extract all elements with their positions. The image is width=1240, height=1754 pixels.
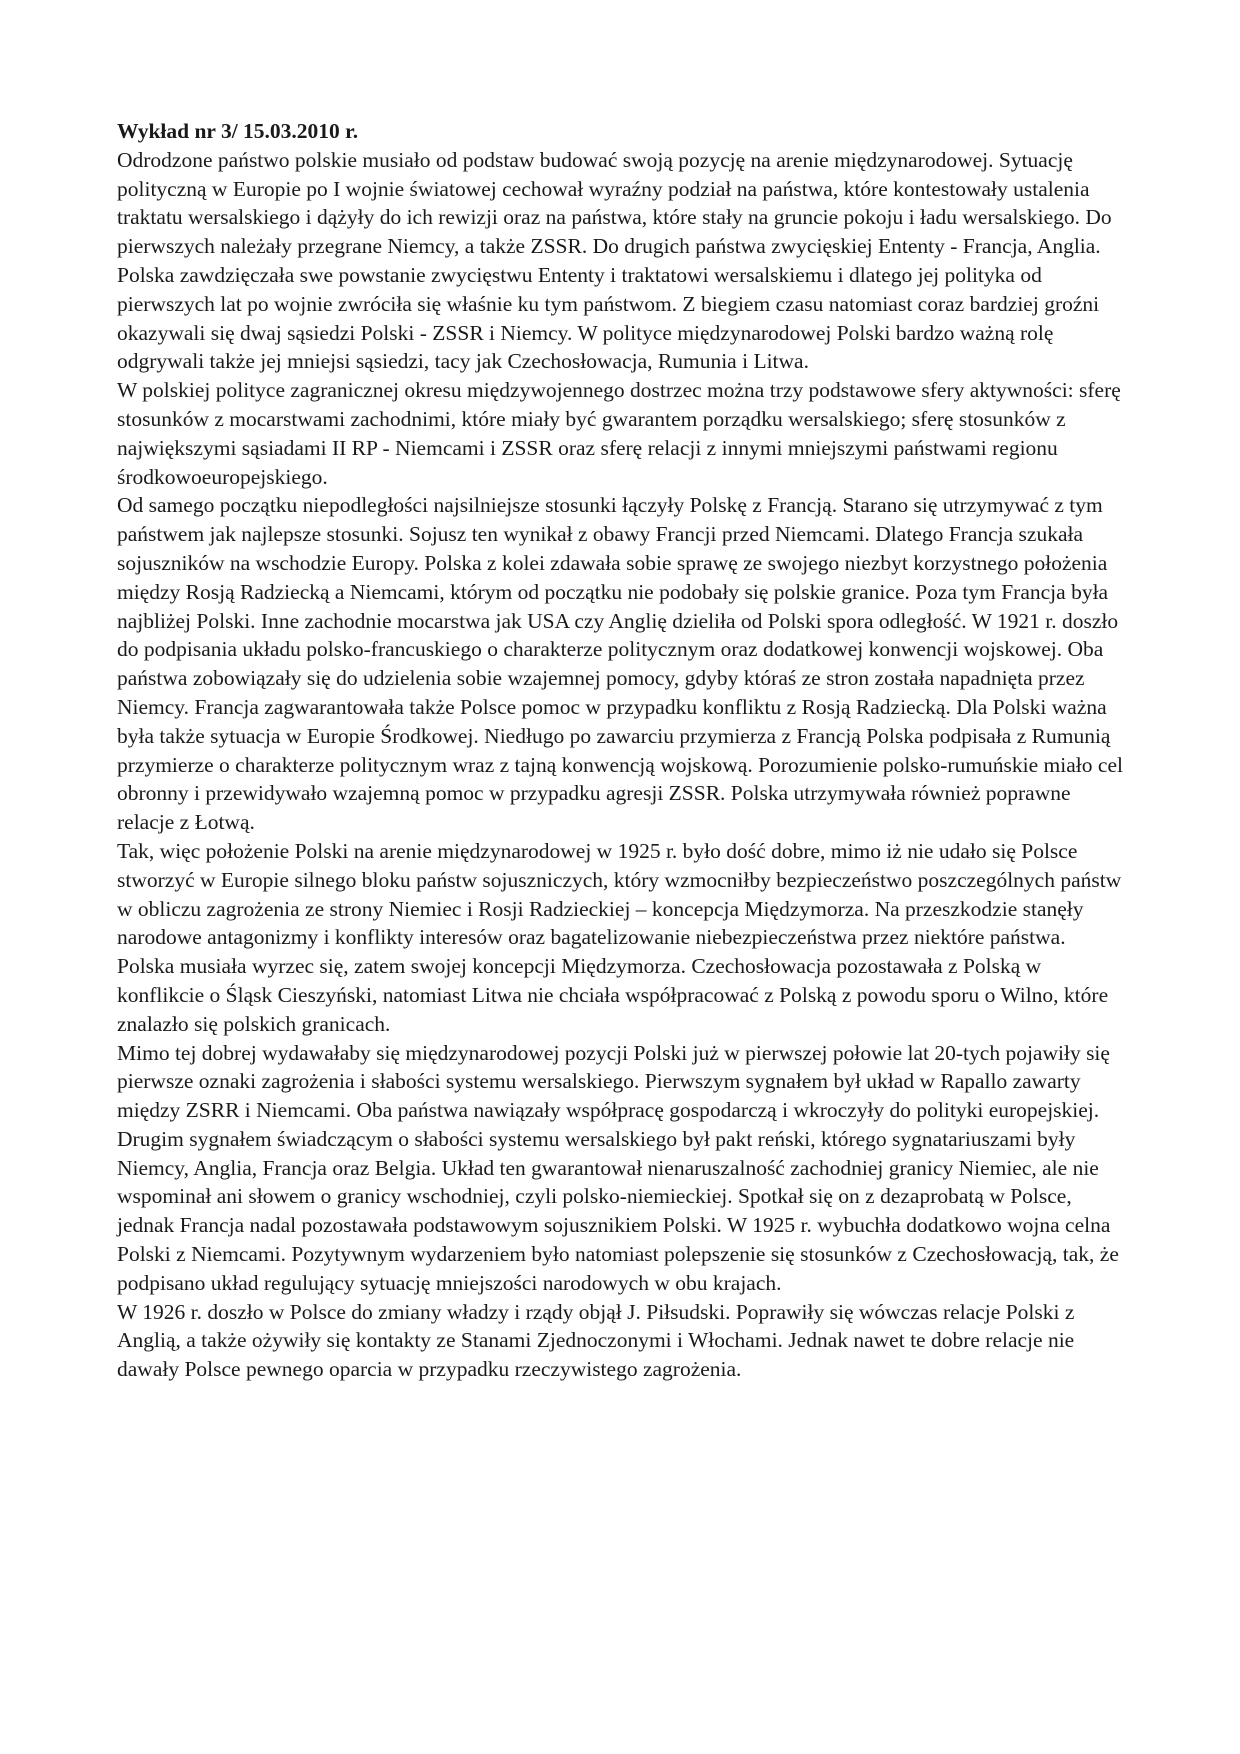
paragraph-2: W polskiej polityce zagranicznej okresu międzywojennego dostrzec można trzy podstawowe sfery aktywności: sferę stosunków z mocarstwami zachodnimi, które miały być gwarantem porządku wersalskiego; sferę stosunków z największymi sąsiadami II RP - Niemcami i ZSSR oraz sferę relacji z innymi mniejszymi państwami regionu środkowoeuropejskiego. [117,378,1121,489]
document-title: Wykład nr 3/ 15.03.2010 r. [117,119,359,143]
paragraph-5: Mimo tej dobrej wydawałaby się międzynarodowej pozycji Polski już w pierwszej połowie lat 20-tych pojawiły się pierwsze oznaki zagrożenia i słabości systemu wersalskiego. Pierwszym sygnałem był układ w Rapallo zawarty między ZSRR i Niemcami. Oba państwa nawiązały współpracę gospodarczą i wkroczyły do polityki europejskiej. Drugim sygnałem świadczącym o słabości systemu wersalskiego był pakt reński, którego sygnatariuszami były Niemcy, Anglia, Francja oraz Belgia. Układ ten gwarantował nienaruszalność zachodniej granicy Niemiec, ale nie wspominał ani słowem o granicy wschodniej, czyli polsko-niemieckiej. Spotkał się on z dezaprobatą w Polsce, jednak Francja nadal pozostawała podstawowym sojusznikiem Polski. W 1925 r. wybuchła dodatkowo wojna celna Polski z Niemcami. Pozytywnym wydarzeniem było natomiast polepszenie się stosunków z Czechosłowacją, tak, że podpisano układ regulujący sytuację mniejszości narodowych w obu krajach. [117,1040,1119,1295]
document-page [117,117,1123,1384]
paragraph-6: W 1926 r. doszło w Polsce do zmiany władzy i rządy objął J. Piłsudski. Poprawiły się wówczas relacje Polski z Anglią, a także ożywiły się kontakty ze Stanami Zjednoczonymi i Włochami. Jednak nawet te dobre relacje nie dawały Polsce pewnego oparcia w przypadku rzeczywistego zagrożenia. [117,1299,1075,1382]
paragraph-4: Tak, więc położenie Polski na arenie międzynarodowej w 1925 r. było dość dobre, mimo iż nie udało się Polsce stworzyć w Europie silnego bloku państw sojuszniczych, który wzmocniłby bezpieczeństwo poszczególnych państw w obliczu zagrożenia ze strony Niemiec i Rosji Radzieckiej – koncepcja Międzymorza. Na przeszkodzie stanęły narodowe antagonizmy i konflikty interesów oraz bagatelizowanie niebezpieczeństwa przez niektóre państwa. Polska musiała wyrzec się, zatem swojej koncepcji Międzymorza. Czechosłowacja pozostawała z Polską w konflikcie o Śląsk Cieszyński, natomiast Litwa nie chciała współpracować z Polską z powodu sporu o Wilno, które znalazło się polskich granicach. [117,838,1122,1036]
paragraph-1: Odrodzone państwo polskie musiało od podstaw budować swoją pozycję na arenie międzynarodowej. Sytuację polityczną w Europie po I wojnie światowej cechował wyraźny podział na państwa, które kontestowały ustalenia traktatu wersalskiego i dążyły do ich rewizji oraz na państwa, które stały na gruncie pokoju i ładu wersalskiego. Do pierwszych należały przegrane Niemcy, a także ZSSR. Do drugich państwa zwycięskiej Ententy - Francja, Anglia. Polska zawdzięczała swe powstanie zwycięstwu Ententy i traktatowi wersalskiemu i dlatego jej polityka od pierwszych lat po wojnie zwróciła się właśnie ku tym państwom. Z biegiem czasu natomiast coraz bardziej groźni okazywali się dwaj sąsiedzi Polski - ZSSR i Niemcy. W polityce międzynarodowej Polski bardzo ważną rolę odgrywali także jej mniejsi sąsiedzi, tacy jak Czechosłowacja, Rumunia i Litwa. [117,147,1112,374]
paragraph-3: Od samego początku niepodległości najsilniejsze stosunki łączyły Polskę z Francją. Starano się utrzymywać z tym państwem jak najlepsze stosunki. Sojusz ten wynikał z obawy Francji przed Niemcami. Dlatego Francja szukała sojuszników na wschodzie Europy. Polska z kolei zdawała sobie sprawę ze swojego niezbyt korzystnego położenia między Rosją Radziecką a Niemcami, którym od początku nie podobały się polskie granice. Poza tym Francja była najbliżej Polski. Inne zachodnie mocarstwa jak USA czy Anglię dzieliła od Polski spora odległość. W 1921 r. doszło do podpisania układu polsko-francuskiego o charakterze politycznym oraz dodatkowej konwencji wojskowej. Oba państwa zobowiązały się do udzielenia sobie wzajemnej pomocy, gdyby któraś ze stron została napadnięta przez Niemcy. Francja zagwarantowała także Polsce pomoc w przypadku konfliktu z Rosją Radziecką. Dla Polski ważna była także sytuacja w Europie Środkowej. Niedługo po zawarciu przymierza z Francją Polska podpisała z Rumunią przymierze o charakterze politycznym wraz z tajną konwencją wojskową. Porozumienie polsko-rumuńskie miało cel obronny i przewidywało wzajemną pomoc w przypadku agresji ZSSR. Polska utrzymywała również poprawne relacje z Łotwą. [117,493,1123,835]
